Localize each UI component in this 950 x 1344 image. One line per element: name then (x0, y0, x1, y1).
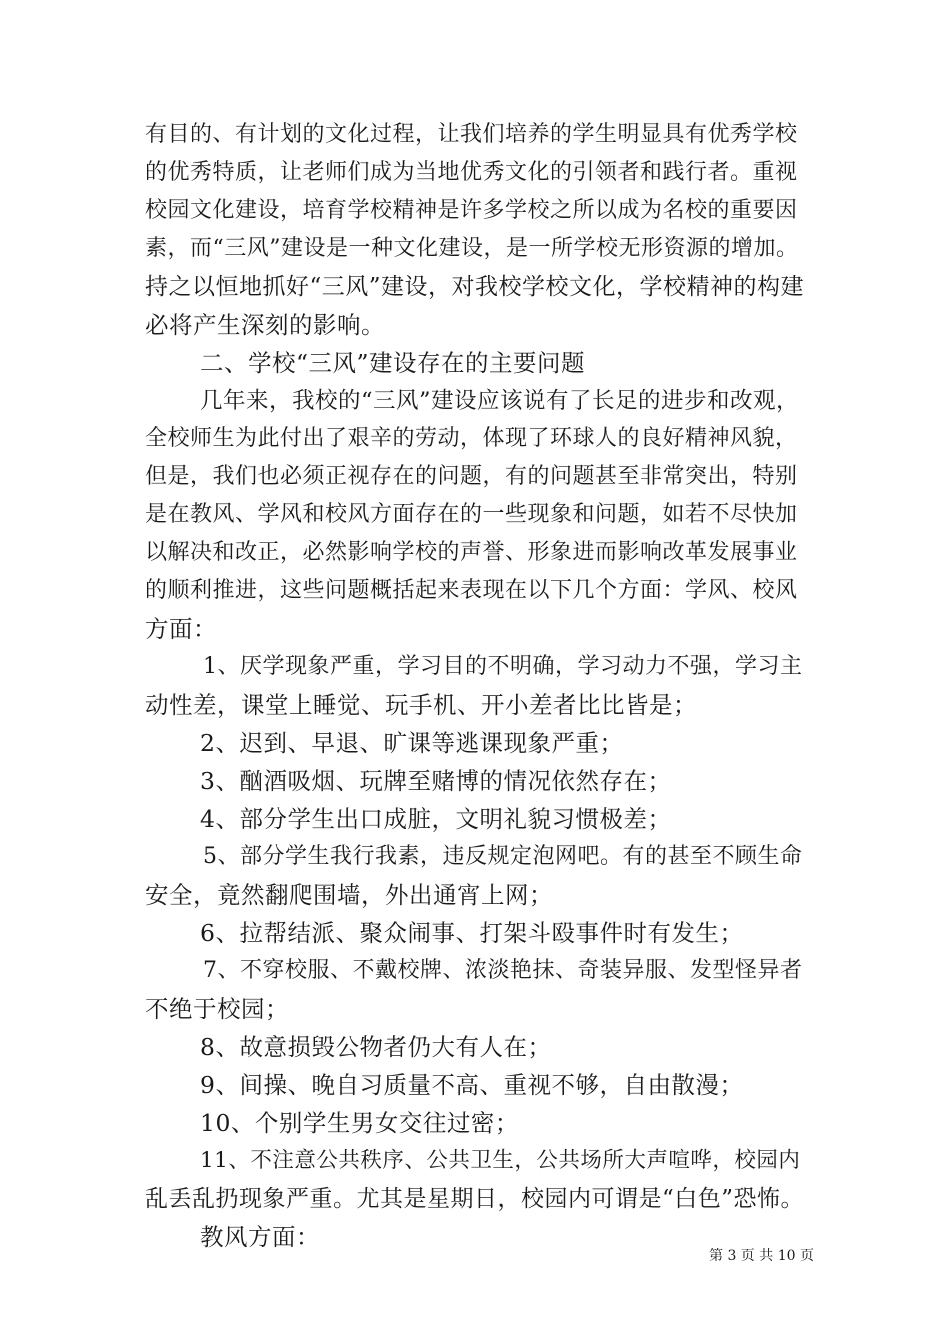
text-line: 的优秀特质，让老师们成为当地优秀文化的引领者和践行者。重视 (145, 160, 798, 185)
list-item: 10、个别学生男女交往过密； (200, 1109, 519, 1137)
list-item: 3、酗酒吸烟、玩牌至赌博的情况依然存在； (200, 767, 672, 795)
text-line: 几年来，我校的“三风”建设应该说有了长足的进步和改观， (200, 388, 800, 414)
text-line: 不绝于校园； (145, 995, 289, 1023)
text-line: 全校师生为此付出了艰辛的劳动，体现了环球人的良好精神风貌， (145, 426, 798, 451)
text-line: 素，而“三风”建设是一种文化建设，是一所学校无形资源的增加。 (145, 236, 799, 261)
text-line: 动性差，课堂上睡觉、玩手机、开小差者比比皆是； (145, 691, 697, 719)
list-item: 5、部分学生我行我素，违反规定泡网吧。有的甚至不顾生命 (203, 844, 803, 869)
section-heading: 教风方面： (200, 1223, 320, 1251)
list-item: 11、不注意公共秩序、公共卫生，公共场所大声喧哗，校园内 (200, 1148, 801, 1173)
text-line: 以解决和改正，必然影响学校的声誉、形象进而影响改革发展事业 (145, 540, 798, 565)
text-line: 持之以恒地抓好“三风”建设，对我校学校文化，学校精神的构建 (145, 274, 805, 300)
list-item: 9、间操、晚自习质量不高、重视不够，自由散漫； (200, 1071, 744, 1099)
text-line: 乱丢乱扔现象严重。尤其是星期日，校园内可谓是“白色”恐怖。 (145, 1186, 805, 1212)
list-item: 2、迟到、早退、旷课等逃课现象严重； (200, 729, 624, 757)
list-item: 4、部分学生出口成脏，文明礼貌习惯极差； (200, 805, 672, 833)
text-line: 必将产生深刻的影响。 (145, 311, 385, 339)
page-number: 第 3 页 共 10 页 (709, 1248, 814, 1264)
text-line: 是在教风、学风和校风方面存在的一些现象和问题，如若不尽快加 (145, 502, 798, 527)
text-line: 有目的、有计划的文化过程，让我们培养的学生明显具有优秀学校 (145, 122, 798, 147)
list-item: 1、厌学现象严重，学习目的不明确，学习动力不强，学习主 (203, 654, 803, 679)
text-line: 但是，我们也必须正视存在的问题，有的问题甚至非常突出，特别 (145, 464, 798, 489)
text-line: 方面： (145, 615, 217, 643)
text-line: 安全，竟然翻爬围墙，外出通宵上网； (145, 881, 553, 909)
section-heading: 二、学校“三风”建设存在的主要问题 (200, 349, 586, 377)
list-item: 8、故意损毁公物者仍大有人在； (200, 1033, 552, 1061)
list-item: 7、不穿校服、不戴校牌、浓淡艳抹、奇装异服、发型怪异者 (203, 958, 803, 983)
text-line: 校园文化建设，培育学校精神是许多学校之所以成为名校的重要因 (145, 198, 798, 223)
list-item: 6、拉帮结派、聚众闹事、打架斗殴事件时有发生； (200, 919, 744, 947)
text-line: 的顺利推进，这些问题概括起来表现在以下几个方面：学风、校风 (145, 578, 798, 603)
